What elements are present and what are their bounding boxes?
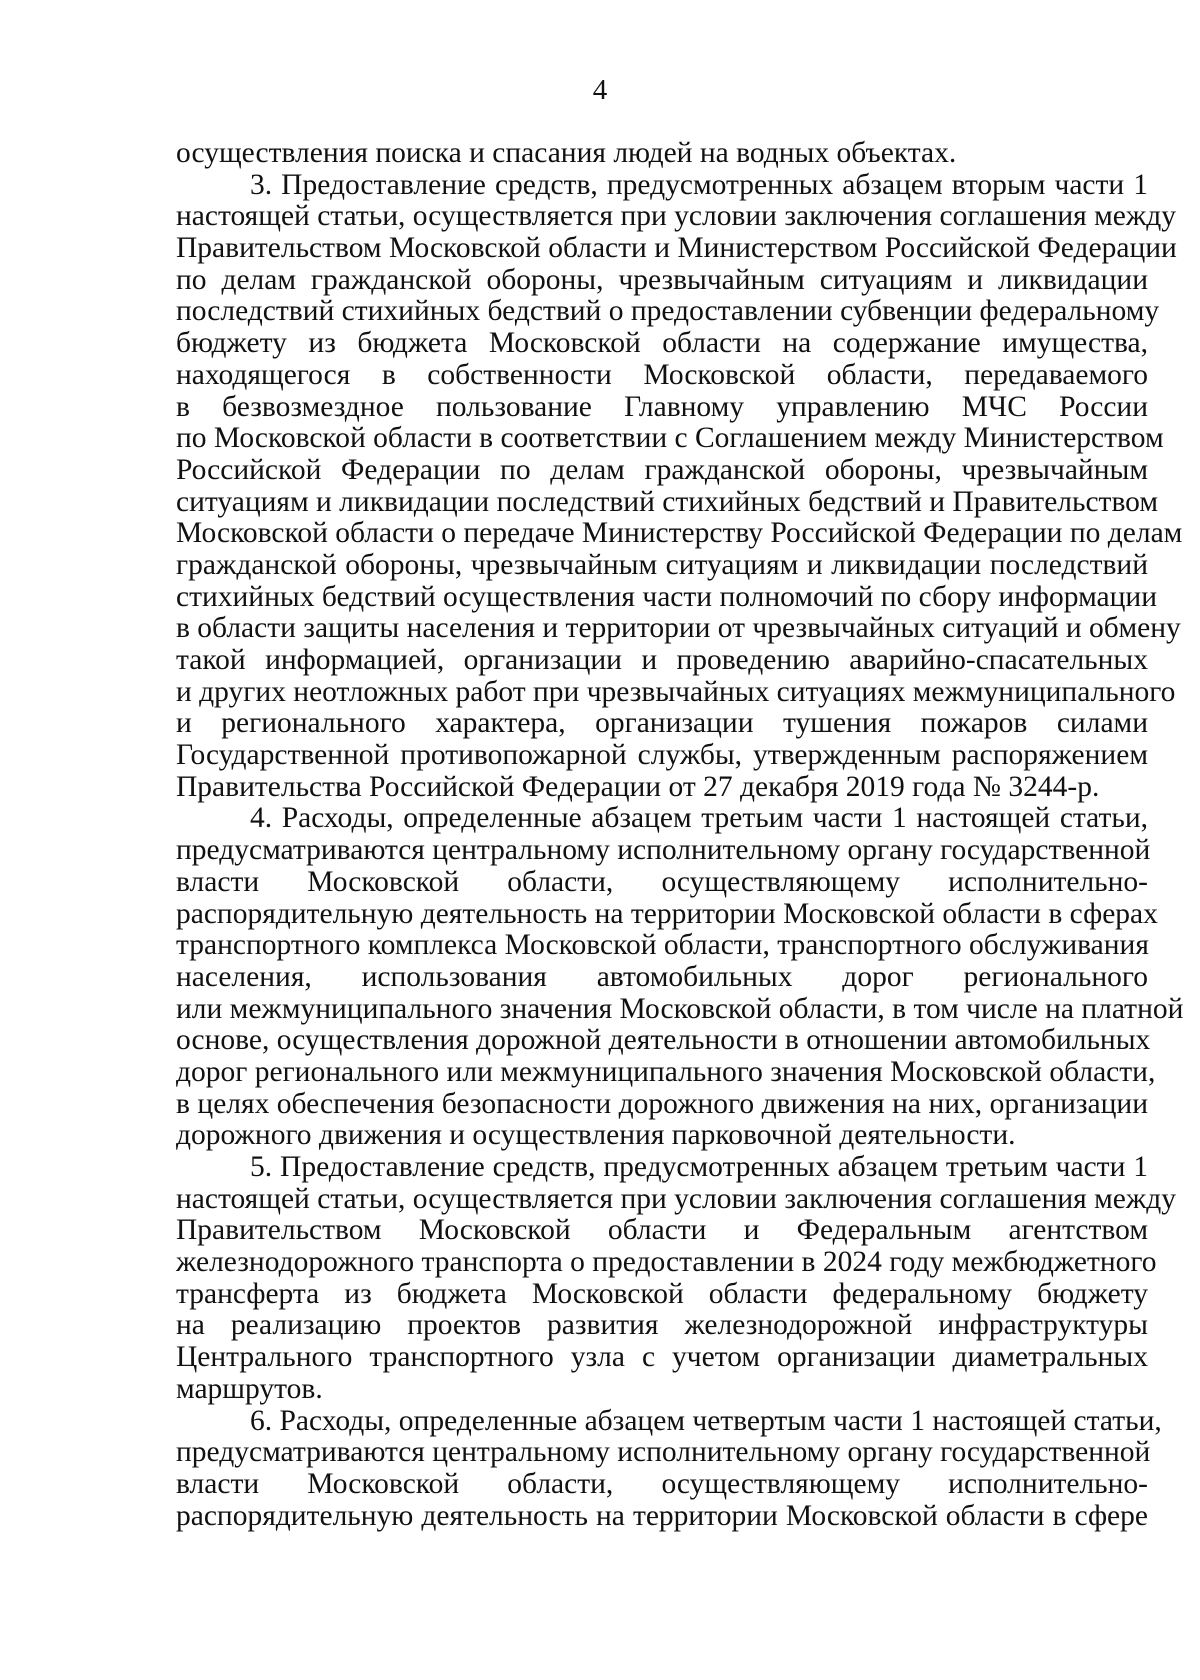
text-line: 4. Расходы, определенные абзацем третьим части 1 настоящей статьи,: [250, 802, 1148, 835]
text-line: основе, осуществления дорожной деятельности в отношении автомобильных: [176, 1024, 1151, 1057]
text-line: распорядительную деятельность на территории Московской области в сфере: [176, 1499, 1148, 1532]
text-line: такой информацией, организации и проведению аварийно-спасательных: [176, 644, 1148, 676]
text-line: на реализацию проектов развития железнодорожной инфраструктуры: [176, 1309, 1148, 1342]
text-line: последствий стихийных бедствий о предоставлении субвенции федеральному: [176, 295, 1160, 328]
text-line: находящегося в собственности Московской области, передаваемого: [176, 358, 1148, 391]
text-line: в целях обеспечения безопасности дорожного движения на них, организации: [176, 1087, 1148, 1120]
text-line: Правительства Российской Федерации от 27 декабря 2019 года № 3244-р.: [176, 770, 1100, 803]
text-line: Государственной противопожарной службы, утвержденным распоряжением: [176, 739, 1148, 772]
text-line: и регионального характера, организации тушения пожаров силами: [176, 707, 1148, 740]
text-line: населения, использования автомобильных дорог регионального: [176, 960, 1148, 993]
text-line: Российской Федерации по делам гражданской обороны, чрезвычайным: [176, 453, 1148, 486]
text-line: в безвозмездное пользование Главному управлению МЧС России: [176, 390, 1148, 423]
page-number: 4: [592, 74, 608, 106]
text-line: Правительством Московской области и Министерством Российской Федерации: [176, 232, 1177, 265]
text-line: по делам гражданской обороны, чрезвычайным ситуациям и ликвидации: [176, 263, 1148, 296]
text-line: маршрутов.: [176, 1372, 323, 1405]
text-line: настоящей статьи, осуществляется при условии заключения соглашения между: [176, 200, 1176, 233]
text-line: власти Московской области, осуществляющему исполнительно-: [176, 865, 1148, 898]
text-line: 3. Предоставление средств, предусмотренных абзацем вторым части 1: [250, 168, 1148, 201]
text-line: в области защиты населения и территории от чрезвычайных ситуаций и обмену: [176, 612, 1181, 645]
text-line: 5. Предоставление средств, предусмотренных абзацем третьим части 1: [250, 1151, 1148, 1183]
text-line: распорядительную деятельность на территории Московской области в сферах: [176, 897, 1158, 930]
text-line: транспортного комплекса Московской области, транспортного обслуживания: [176, 929, 1149, 962]
text-line: гражданской обороны, чрезвычайным ситуациям и ликвидации последствий: [176, 548, 1148, 581]
text-line: и других неотложных работ при чрезвычайных ситуациях межмуниципального: [176, 675, 1176, 708]
text-line: 6. Расходы, определенные абзацем четвертым части 1 настоящей статьи,: [250, 1404, 1162, 1437]
text-line: осуществления поиска и спасания людей на водных объектах.: [176, 137, 957, 169]
text-line: стихийных бедствий осуществления части полномочий по сбору информации: [176, 580, 1158, 613]
text-line: трансферта из бюджета Московской области федеральному бюджету: [176, 1277, 1148, 1310]
text-line: дорог регионального или межмуниципального значения Московской области,: [176, 1055, 1156, 1088]
text-line: Правительством Московской области и Федеральным агентством: [176, 1214, 1148, 1247]
text-line: Центрального транспортного узла с учетом организации диаметральных: [176, 1341, 1148, 1374]
text-line: предусматриваются центральному исполнительному органу государственной: [176, 1436, 1151, 1469]
text-line: бюджету из бюджета Московской области на содержание имущества,: [176, 327, 1148, 360]
text-line: Московской области о передаче Министерству Российской Федерации по делам: [176, 517, 1183, 550]
document-body: [176, 137, 1184, 1532]
text-line: или межмуниципального значения Московской области, в том числе на платной: [176, 992, 1184, 1025]
text-line: предусматриваются центральному исполнительному органу государственной: [176, 834, 1151, 867]
text-line: ситуациям и ликвидации последствий стихийных бедствий и Правительством: [176, 485, 1159, 518]
text-line: настоящей статьи, осуществляется при условии заключения соглашения между: [176, 1182, 1176, 1215]
text-line: дорожного движения и осуществления парковочной деятельности.: [176, 1119, 1016, 1152]
text-line: власти Московской области, осуществляющему исполнительно-: [176, 1467, 1148, 1500]
text-line: по Московской области в соответствии с Соглашением между Министерством: [176, 422, 1164, 455]
text-line: железнодорожного транспорта о предоставлении в 2024 году межбюджетного: [176, 1246, 1157, 1279]
